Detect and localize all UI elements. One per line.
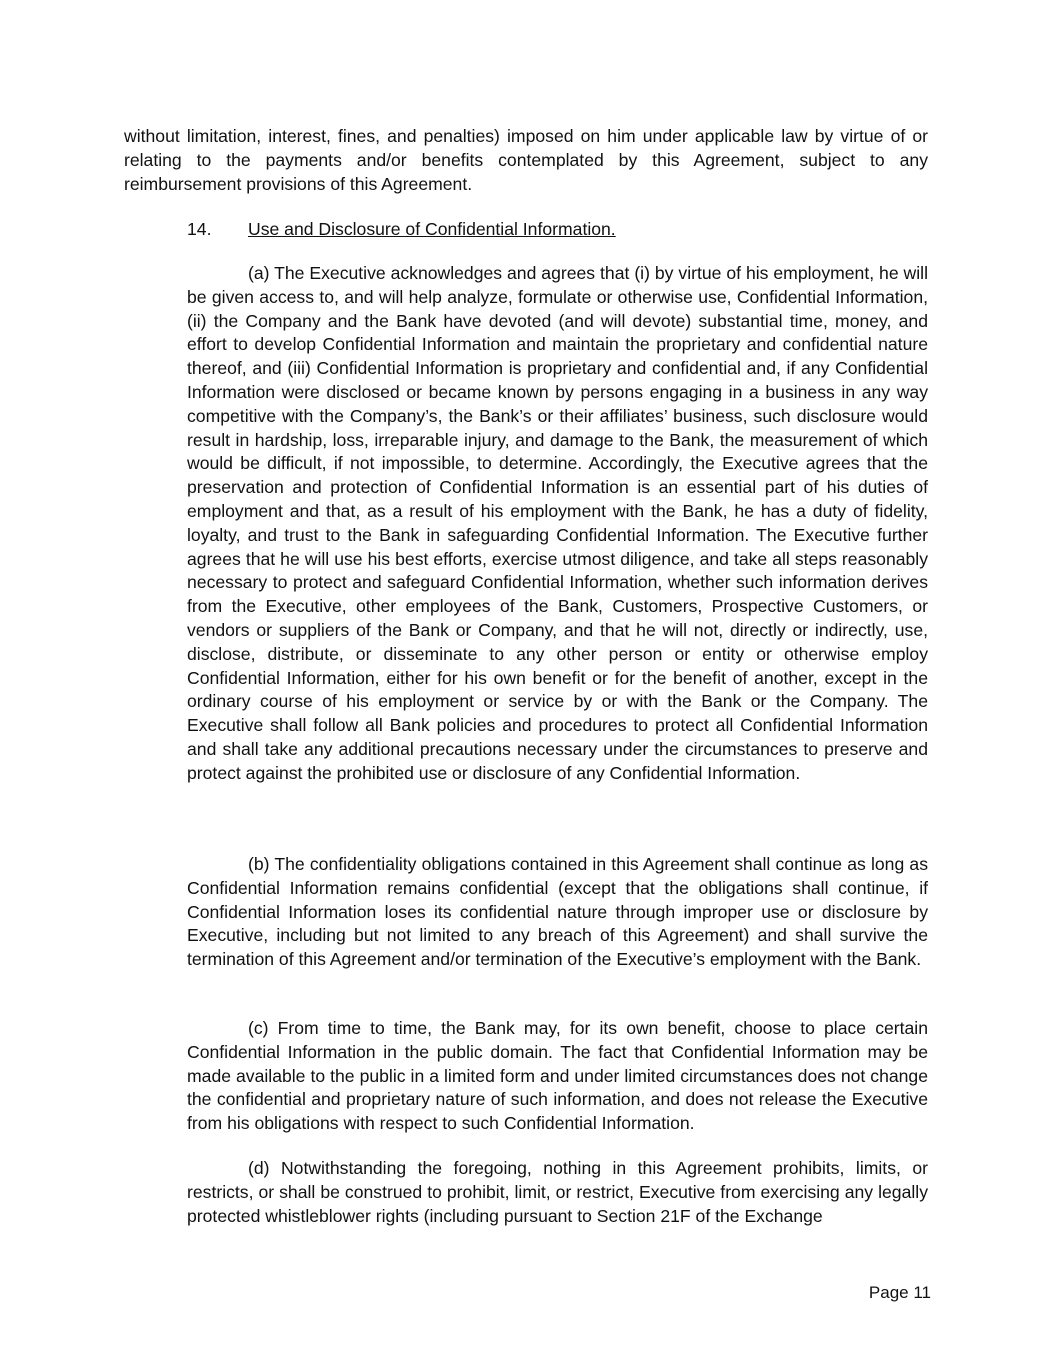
page-number: Page 11: [868, 1283, 931, 1302]
intro-paragraph: without limitation, interest, fines, and penalties) imposed on him under applicable law by virtue of or relating to the payments and/or benefits contemplated by this Agreement, subject to any reimbursement provisions of this Agreement.: [124, 126, 928, 194]
paragraph-c: [187, 1017, 928, 1136]
paragraph-a: [187, 262, 928, 786]
paragraph-c-text: (c) From time to time, the Bank may, for its own benefit, choose to place certain Confidential Information in the public domain. The fact that Confidential Information may be made available to the public in a limited form and under limited circumstances does not change the confidential and proprietary nature of such information, and does not release the Executive from his obligations with respect to such Confidential Information.: [187, 1018, 928, 1134]
paragraph-b: [187, 853, 928, 972]
section-number: 14.: [187, 219, 212, 239]
paragraph-a-text: (a) The Executive acknowledges and agrees that (i) by virtue of his employment, he will be given access to, and will help analyze, formulate or otherwise use, Confidential Information, (ii) the Company and the Bank have devoted (and will devote) substantial time, money, and effort to develop Confidential Information and maintain the proprietary and confidential nature thereof, and (iii) Confidential Information is proprietary and confidential and, if any Confidential Information were disclosed or became known by persons engaging in a business in any way competitive with the Company’s, the Bank’s or their affiliates’ business, such disclosure would result in hardship, loss, irreparable injury, and damage to the Bank, the measurement of which would be difficult, if not impossible, to determine. Accordingly, the Executive agrees that the preservation and protection of Confidential Information is an essential part of his duties of employment and that, as a result of his employment with the Bank, he has a duty of fidelity, loyalty, and trust to the Bank in safeguarding Confidential Information. The Executive further agrees that he will use his best efforts, exercise utmost diligence, and take all steps reasonably necessary to protect and safeguard Confidential Information, whether such information derives from the Executive, other employees of the Bank, Customers, Prospective Customers, or vendors or suppliers of the Bank or Company, and that he will not, directly or indirectly, use, disclose, distribute, or disseminate to any other person or entity or otherwise employ Confidential Information, either for his own benefit or for the benefit of another, except in the ordinary course of his employment or service by or with the Bank or the Company. The Executive shall follow all Bank policies and procedures to protect all Confidential Information and shall take any additional precautions necessary under the circumstances to preserve and protect against the prohibited use or disclosure of any Confidential Information.: [187, 263, 928, 783]
section-title: Use and Disclosure of Confidential Information.: [248, 219, 616, 239]
paragraph-b-text: (b) The confidentiality obligations contained in this Agreement shall continue as long as Confidential Information remains confidential (except that the obligations shall continue, if Confidential Information loses its confidential nature through improper use or disclosure by Executive, including but not limited to any breach of this Agreement) and shall survive the termination of this Agreement and/or termination of the Executive’s employment with the Bank.: [187, 854, 928, 970]
paragraph-d-text: (d) Notwithstanding the foregoing, nothing in this Agreement prohibits, limits, or restricts, or shall be construed to prohibit, limit, or restrict, Executive from exercising any legally protected whistleblower rights (including pursuant to Section 21F of the Exchange: [187, 1158, 928, 1226]
section-heading: [187, 218, 616, 242]
paragraph-d: [187, 1157, 928, 1228]
